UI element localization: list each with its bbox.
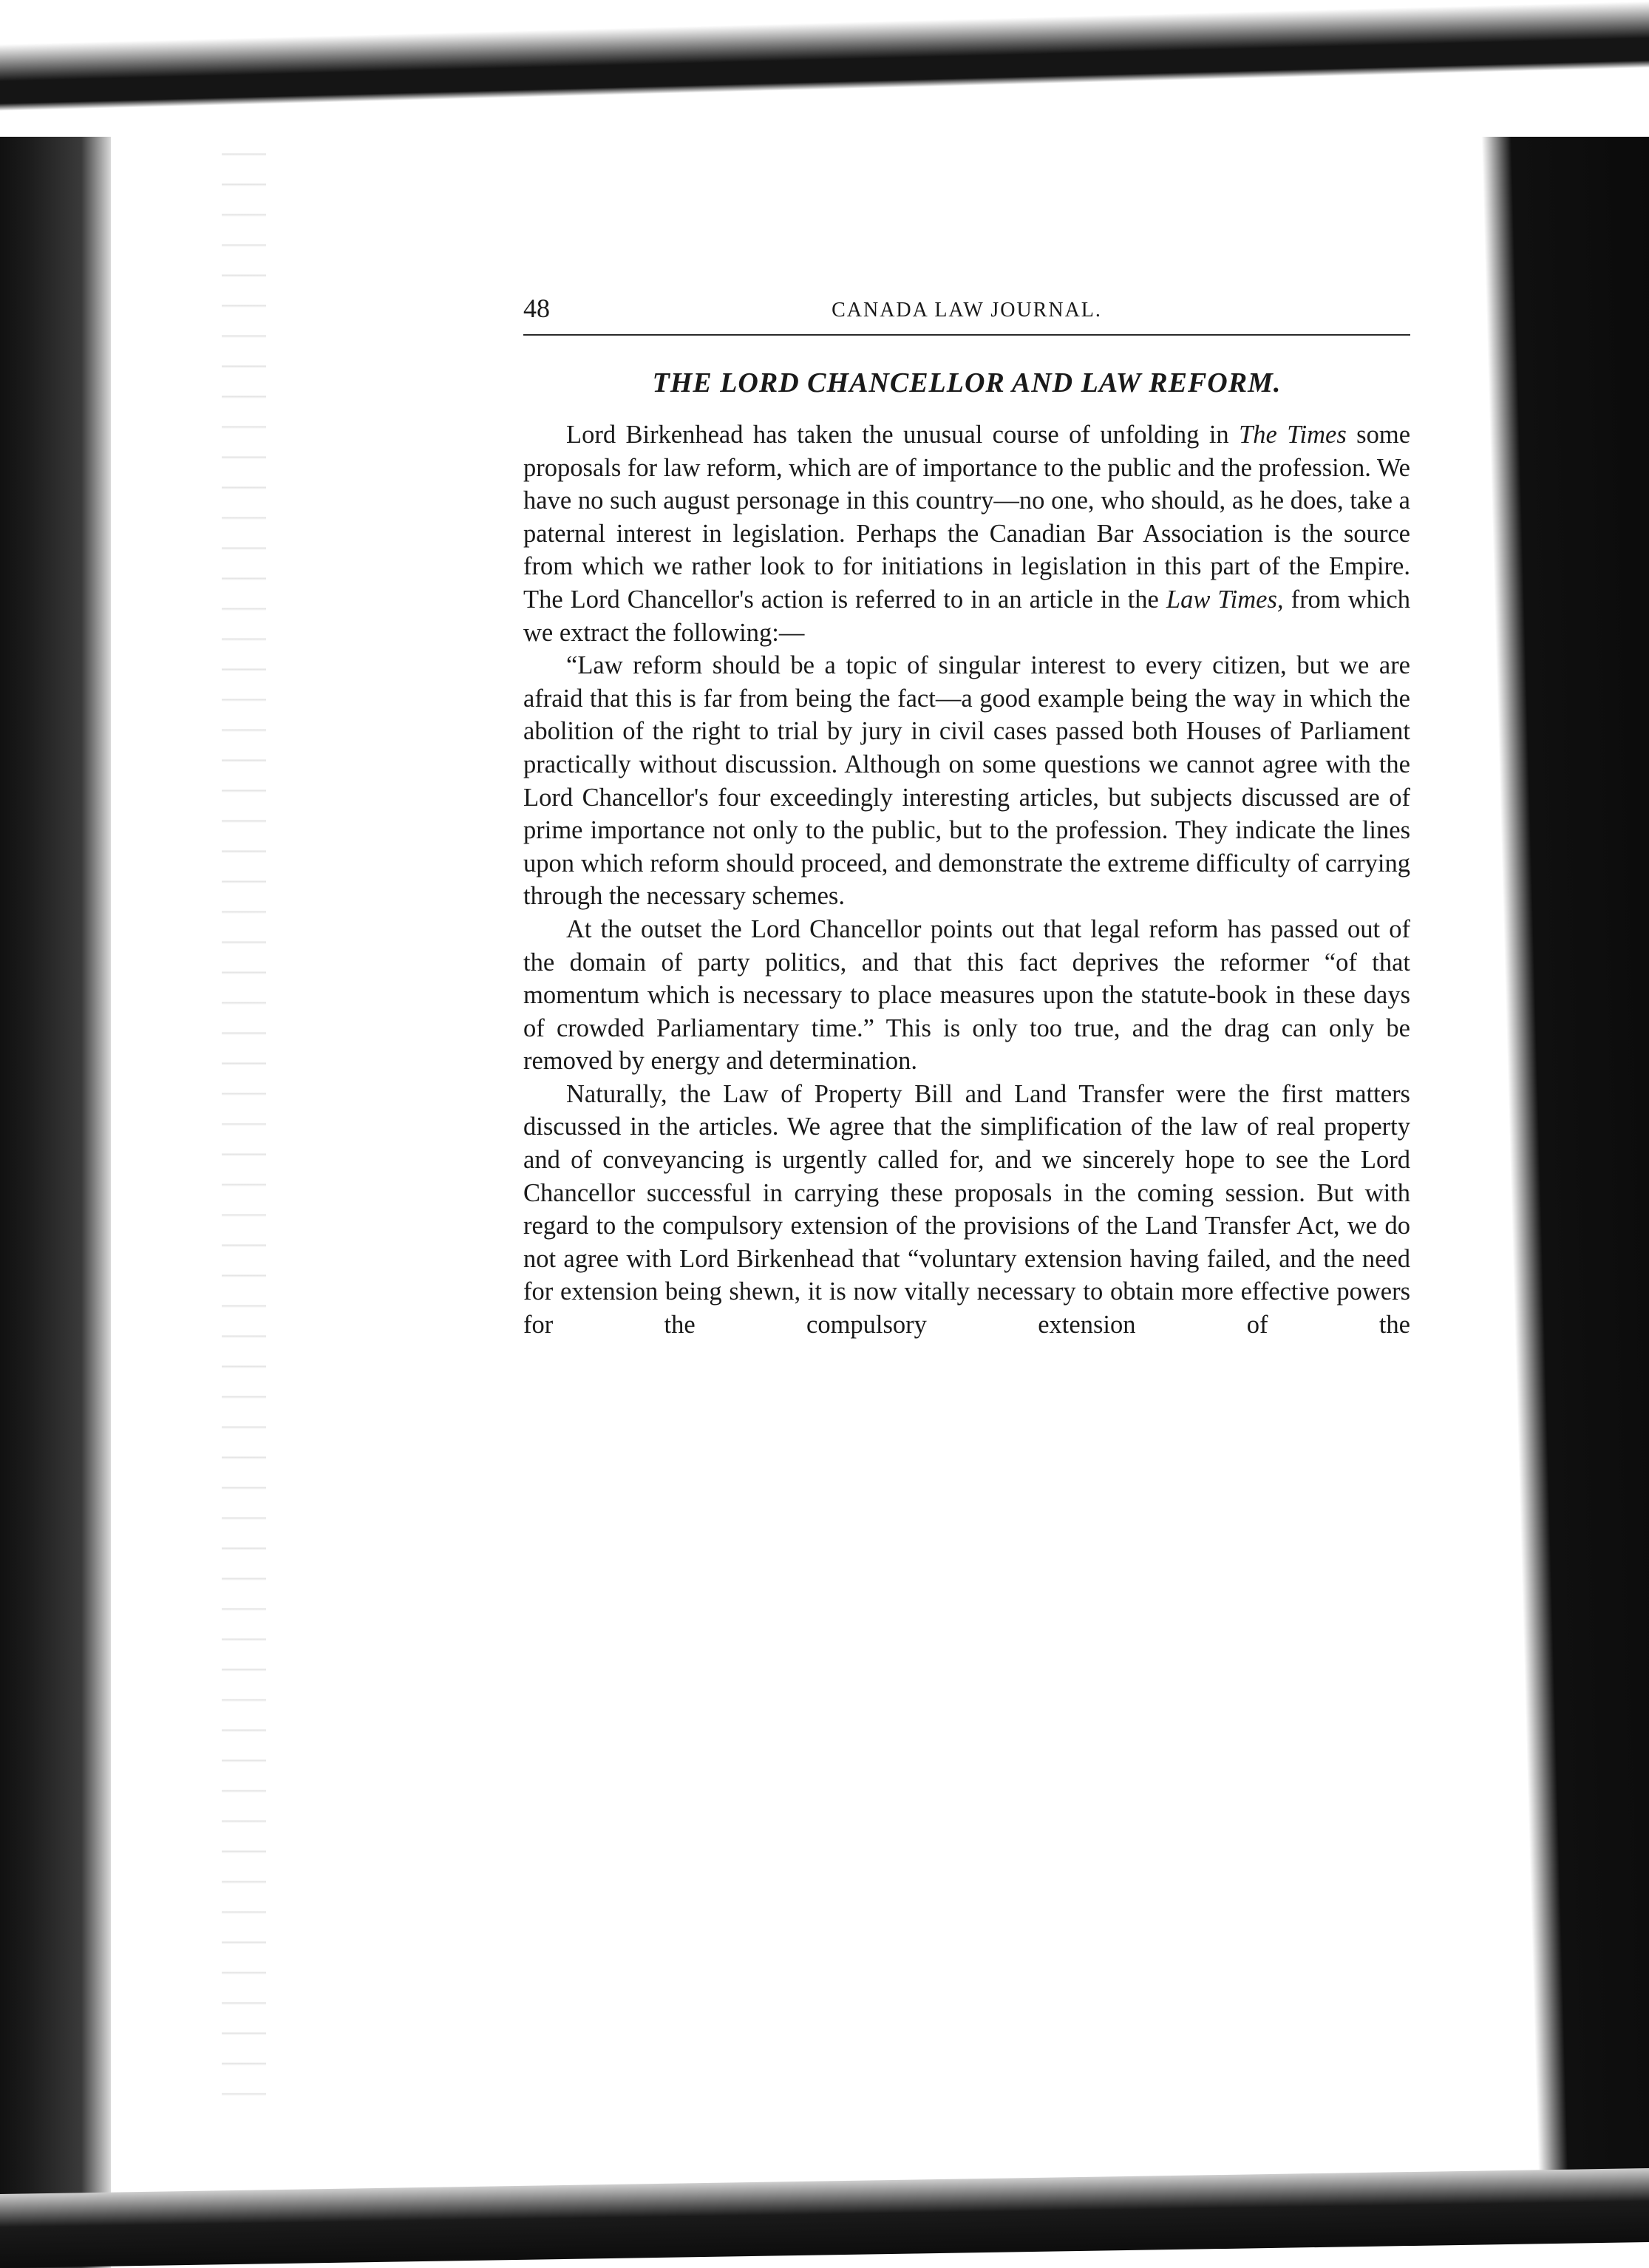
text-segment: At the outset the Lord Chancellor points out that legal reform has passed out of the domain of party politics, and that this fact deprives the reformer “of that momentum which is necessary to place measures upon the statute-book in these days of crowded Parliamentary time.” This is only too true, and the drag can only be removed by energy and determination. (523, 914, 1410, 1076)
text-segment: Naturally, the Law of Property Bill and Land Transfer were the first matters discussed in the articles. We agree that the simplification of the law of real property and of conveyancing is urgently called for, and we sincerely hope to see the Lord Chancellor successful in carrying these proposals in the coming session. But with regard to the compulsory extension of the provisions of the Land Transfer Act, we do not agree with Lord Birkenhead that “voluntary extension having failed, and the need for extension being shewn, it is now vitally necessary to obtain more effective powers for the compulsory extension of the (523, 1079, 1410, 1340)
binding-speckle (222, 126, 266, 2122)
text-segment: Lord Birkenhead has taken the unusual course of unfolding in (566, 421, 1240, 449)
paragraph-quotation (523, 649, 1410, 913)
scan-right-border (1479, 44, 1649, 2225)
newspaper-name: The Times (1239, 421, 1347, 449)
scan-bottom-border (0, 2168, 1649, 2268)
periodical-name: Law Times, (1166, 585, 1284, 614)
page-number: 48 (523, 293, 550, 323)
paragraph-intro (523, 418, 1410, 649)
journal-page (523, 290, 1410, 1342)
text-segment: some proposals for law reform, which are of importance to the public and the profession. We have no such august personage in this country—no one, who should, as he does, take a paternal interest in legislation. Perhaps the Canadian Bar Association is the source from which we rather look to for initiations in legislation in this part of the Empire. The Lord Chancellor's action is referred to in an article in the (523, 421, 1411, 614)
paragraph-outset (523, 913, 1410, 1078)
scan-left-border (0, 0, 111, 2268)
text-segment: from which we extract the following:— (523, 585, 1410, 647)
text-segment: “Law reform should be a topic of singular interest to every citizen, but we are afraid that this is far from being the fact—a good example being the way in which the abolition of the right to trial by jury in civil cases passed both Houses of Parliament practically without discussion. Although on some questions we cannot agree with the Lord Chancellor's four exceedingly interesting articles, but subjects discussed are of prime importance not only to the public, but to the profession. They indicate the lines upon which reform should proceed, and demonstrate the extreme difficulty of carrying through the necessary schemes. (523, 651, 1410, 911)
article-title: THE LORD CHANCELLOR AND LAW REFORM. (652, 367, 1282, 398)
article-body (523, 418, 1410, 1342)
journal-title: CANADA LAW JOURNAL. (832, 299, 1102, 322)
running-head (523, 290, 1410, 336)
paragraph-property-bill (523, 1078, 1410, 1342)
